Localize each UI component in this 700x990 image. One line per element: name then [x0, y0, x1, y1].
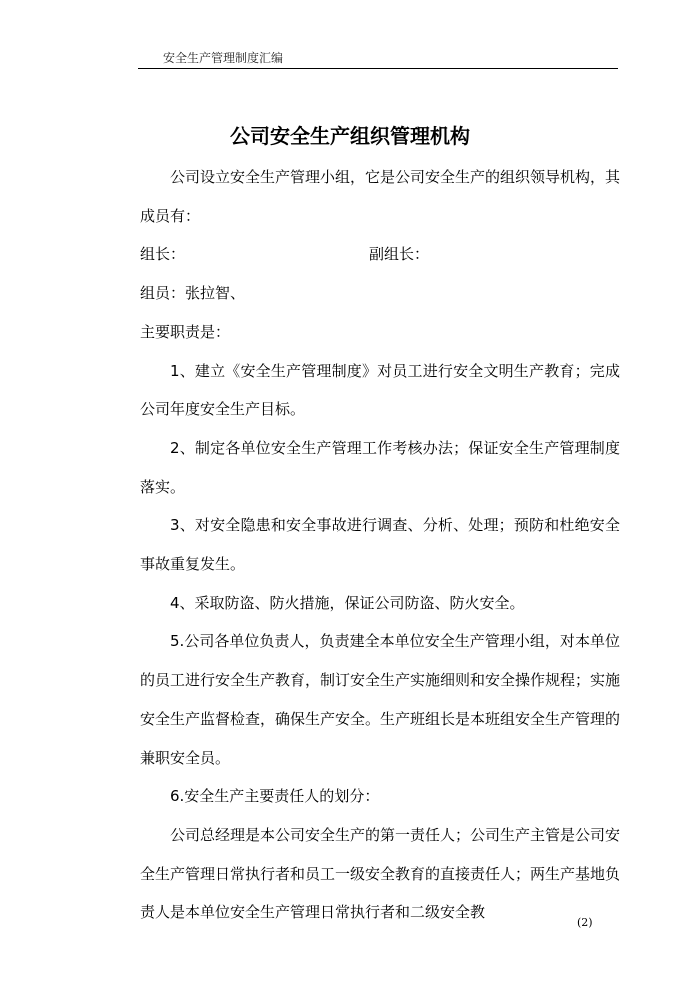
header-rule [138, 68, 618, 69]
leader-label: 组长： [140, 245, 186, 264]
page-number: (2) [577, 916, 593, 929]
running-header: 安全生产管理制度汇编 [163, 51, 284, 65]
duty-item-3: 3、对安全隐患和安全事故进行调查、分析、处理；预防和杜绝安全事故重复发生。 [140, 516, 620, 574]
deputy-leader-label: 副组长： [369, 245, 430, 264]
responsibility-paragraph: 公司总经理是本公司安全生产的第一责任人；公司生产主管是公司安全生产管理日常执行者和员工一级安全教育的直接责任人；两生产基地负责人是本单位安全生产管理日常执行者和二级安全教 [140, 825, 621, 922]
document-body [140, 158, 620, 932]
duty-item-5: 5.公司各单位负责人，负责建全本单位安全生产管理小组，对本单位的员工进行安全生产教育，制订安全生产实施细则和安全操作规程；实施安全生产监督检查，确保生产安全。生产班组长是本班组安全生产管理的兼职安全员。 [140, 632, 621, 767]
duty-item-1: 1、建立《安全生产管理制度》对员工进行安全文明生产教育；完成公司年度安全生产目标。 [140, 361, 620, 419]
duties-heading: 主要职责是： [140, 322, 231, 341]
document-title: 公司安全生产组织管理机构 [230, 124, 470, 148]
duty-item-2: 2、制定各单位安全生产管理工作考核办法；保证安全生产管理制度落实。 [140, 438, 620, 496]
duty-item-6: 6.安全生产主要责任人的划分： [170, 787, 380, 806]
members-line: 组员：张拉智、 [140, 284, 246, 303]
intro-paragraph: 公司设立安全生产管理小组，它是公司安全生产的组织领导机构，其成员有： [140, 168, 621, 225]
leader-row [140, 235, 620, 274]
duty-item-4: 4、采取防盗、防火措施，保证公司防盗、防火安全。 [170, 593, 525, 612]
